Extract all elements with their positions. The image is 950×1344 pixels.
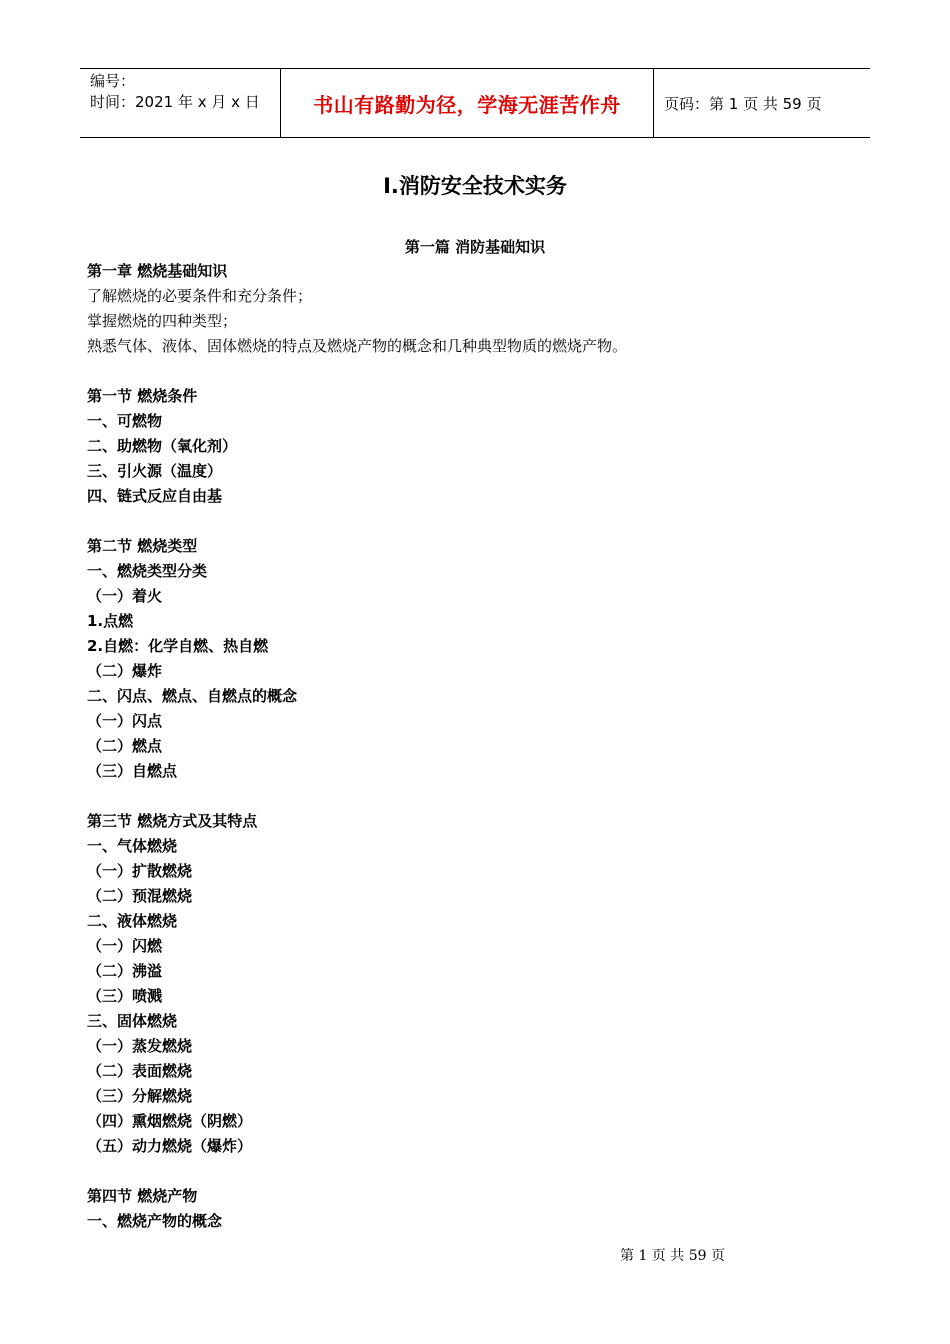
document-title: Ⅰ.消防安全技术实务 [383, 174, 567, 198]
header-left-cell [80, 69, 281, 137]
paragraph-gap [87, 509, 877, 534]
outline-heading: （三）喷溅 [87, 987, 163, 1005]
document-time-label: 时间：2021 年 x 月 x 日 [90, 93, 260, 111]
outline-heading: （二）预混燃烧 [87, 887, 193, 905]
outline-heading: 三、引火源（温度） [87, 462, 223, 480]
paragraph-gap [87, 359, 877, 384]
outline-heading: 二、液体燃烧 [87, 912, 178, 930]
outline-heading: 第一章 燃烧基础知识 [87, 262, 228, 280]
outline-heading: （三）分解燃烧 [87, 1087, 193, 1105]
outline-heading: 第四节 燃烧产物 [87, 1187, 198, 1205]
outline-heading: （三）自燃点 [87, 762, 178, 780]
part-title: 第一篇 消防基础知识 [404, 238, 546, 256]
page-header [80, 68, 870, 138]
outline-heading: 四、链式反应自由基 [87, 487, 223, 505]
paragraph-gap [87, 784, 877, 809]
outline-heading: （四）熏烟燃烧（阴燃） [87, 1112, 253, 1130]
outline-heading: 三、固体燃烧 [87, 1012, 178, 1030]
outline-heading: （一）着火 [87, 587, 163, 605]
outline-heading: 2.自燃：化学自燃、热自燃 [87, 637, 269, 655]
outline-heading: （二）表面燃烧 [87, 1062, 193, 1080]
outline-heading: 二、闪点、燃点、自燃点的概念 [87, 687, 298, 705]
outline-heading: （二）燃点 [87, 737, 163, 755]
outline-heading: 一、燃烧类型分类 [87, 562, 208, 580]
document-number-label: 编号： [90, 72, 136, 90]
outline-heading: （二）爆炸 [87, 662, 163, 680]
outline-heading: 一、燃烧产物的概念 [87, 1212, 223, 1230]
paragraph-gap [87, 1159, 877, 1184]
outline-heading: 第二节 燃烧类型 [87, 537, 198, 555]
outline-heading: （一）蒸发燃烧 [87, 1037, 193, 1055]
outline-heading: 一、可燃物 [87, 412, 163, 430]
header-motto-cell [281, 69, 654, 137]
outline-heading: （一）闪燃 [87, 937, 163, 955]
outline-heading: （一）闪点 [87, 712, 163, 730]
outline-heading: （一）扩散燃烧 [87, 862, 193, 880]
body-text-line: 掌握燃烧的四种类型； [87, 312, 238, 330]
outline-heading: （五）动力燃烧（爆炸） [87, 1137, 253, 1155]
header-page-info-cell [654, 69, 870, 137]
outline-heading: 1.点燃 [87, 612, 134, 630]
header-motto: 书山有路勤为径，学海无涯苦作舟 [313, 92, 621, 117]
outline-heading: 二、助燃物（氧化剂） [87, 437, 238, 455]
outline-heading: 一、气体燃烧 [87, 837, 178, 855]
body-text-line: 熟悉气体、液体、固体燃烧的特点及燃烧产物的概念和几种典型物质的燃烧产物。 [87, 337, 628, 355]
outline-heading: 第三节 燃烧方式及其特点 [87, 812, 258, 830]
body-text-line: 了解燃烧的必要条件和充分条件； [87, 287, 313, 305]
document-body [87, 259, 877, 1234]
page-footer: 第 1 页 共 59 页 [620, 1248, 725, 1264]
outline-heading: 第一节 燃烧条件 [87, 387, 198, 405]
outline-heading: （二）沸溢 [87, 962, 163, 980]
header-page-info: 页码：第 1 页 共 59 页 [664, 94, 822, 113]
